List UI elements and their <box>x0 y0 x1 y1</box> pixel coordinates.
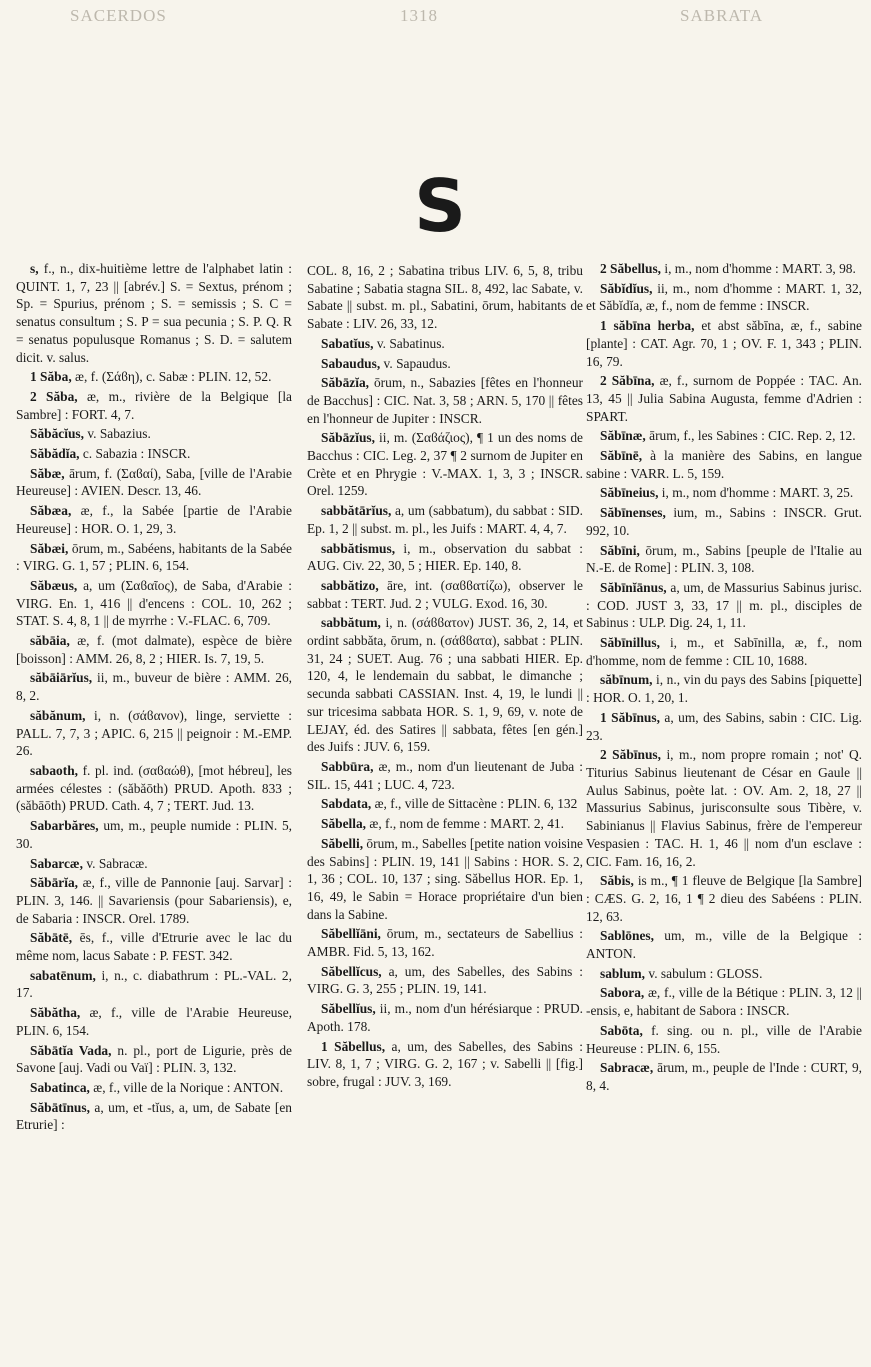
dictionary-entry <box>586 372 862 425</box>
entry-body: v. Sabazius. <box>87 426 151 442</box>
entry-headword: Sabaudus, <box>321 355 381 371</box>
dictionary-entry <box>307 758 583 793</box>
entry-body: a, um (Σαϐαῖος), de Saba, d'Arabie : VIRG. En. 1, 416 || d'encens : COL. 10, 262 ; STAT. S. 4, 8, 1 || de myrrhe : V.-FLAC. 6, 709. <box>16 577 292 629</box>
entry-headword: Sabōta, <box>600 1022 643 1038</box>
dictionary-entry <box>307 355 583 373</box>
dictionary-entry <box>586 671 862 706</box>
entry-headword: Săbellĭāni, <box>321 926 381 942</box>
entry-headword: Săbăcĭus, <box>30 426 84 442</box>
dictionary-entry <box>307 577 583 612</box>
entry-body: COL. 8, 16, 2 ; Sabatina tribus LIV. 6, 5, 8, tribu Sabatine ; Sabatia stagna SIL. 8, 492, lac Sabate, v. Sabate || subst. m. pl., Sabatini, ōrum, habitants de Sabate : LIV. 26, 33, 12. <box>307 263 583 332</box>
entry-headword: Săbāzĭa, <box>321 375 369 391</box>
entry-body: æ, f., la Sabée [partie de l'Arabie Heureuse] : HOR. O. 1, 29, 3. <box>16 503 292 536</box>
entry-body: ārum, f. (Σαϐαί), Saba, [ville de l'Arabie Heureuse] : AVIEN. Descr. 13, 46. <box>16 465 292 499</box>
entry-headword: Săbārĭa, <box>30 875 78 891</box>
entry-headword: sabbătismus, <box>321 540 396 556</box>
dictionary-entry <box>16 465 292 500</box>
entry-body: ōrum, n., Sabazies [fêtes en l'honneur de Bacchus] : CIC. Nat. 3, 58 ; ARN. 5, 170 || fêtes en l'honneur de Jupiter : INSCR. <box>307 375 583 426</box>
entry-headword: Săbæi, <box>30 540 69 556</box>
entry-body: ārum, m., peuple de l'Inde : CURT, 9, 8, 4. <box>586 1060 862 1093</box>
dictionary-entry <box>586 504 862 539</box>
entry-headword: Săbīnillus, <box>600 635 660 651</box>
dictionary-entry <box>307 502 583 537</box>
entry-headword: Săbīnē, <box>600 448 643 464</box>
dictionary-entry <box>307 335 583 353</box>
entry-body: c. Sabazia : INSCR. <box>82 446 191 462</box>
entry-headword: s, <box>30 261 39 276</box>
entry-body: æ, f., ville de la Norique : ANTON. <box>93 1079 284 1095</box>
dictionary-entry <box>586 484 862 502</box>
entry-body: æ, f., ville de Sittacène : PLIN. 6, 132 <box>374 796 578 812</box>
entry-body: ōrum, m., sectateurs de Sabellius : AMBR. Fid. 5, 13, 162. <box>307 926 583 960</box>
dictionary-entry <box>16 929 292 964</box>
entry-headword: sabatēnum, <box>30 967 96 983</box>
dictionary-entry <box>586 1022 862 1057</box>
dictionary-entry <box>307 815 583 833</box>
dictionary-entry <box>16 707 292 760</box>
dictionary-entry <box>307 1000 583 1035</box>
dictionary-entry <box>16 540 292 575</box>
entry-body: i, n., c. diabathrum : PL.-VAL. 2, 17. <box>16 967 292 1001</box>
section-letter: S <box>414 164 466 248</box>
entry-headword: Sabarcæ, <box>30 855 83 871</box>
entry-body: ōrum, m., Sabins [peuple de l'Italie au N.-E. de Rome] : PLIN. 3, 108. <box>586 542 862 576</box>
dictionary-entry <box>586 317 862 370</box>
entry-headword: sabaoth, <box>30 762 78 778</box>
dictionary-entry <box>16 1004 292 1039</box>
entry-headword: Săbīnenses, <box>600 505 666 521</box>
dictionary-entry <box>16 967 292 1002</box>
entry-body: a, um, des Sabelles, des Sabins : LIV. 8, 1, 7 ; VIRG. G. 2, 167 ; v. Sabelli || [fig.] sobre, frugal : JUV. 3, 169. <box>307 1038 583 1089</box>
entry-body: v. Sabatinus. <box>376 335 445 351</box>
bleed-through-left: SACERDOS <box>70 6 167 25</box>
entry-body: i, m., nom d'homme : MART. 3, 25. <box>661 485 854 501</box>
dictionary-entry <box>307 540 583 575</box>
entry-body: ārum, f., les Sabines : CIC. Rep. 2, 12. <box>649 428 856 444</box>
entry-body: i, n. (σάϐϐατον) JUST. 36, 2, 14, et ordint sabbăta, ōrum, n. (σάϐϐατα), sabbat : PLIN. 31, 24 ; SUET. Aug. 76 ; una sabbati HIER. Ep. 120, 4, le lendemain du sabbat, le dimanche ; secunda sabbati CASSIAN. Inst. 4, 19, le lundi || sur tricesima sabbata HOR. S. 1, 9, 69, v. note de LEJAY, éd. des Satires || sabbata, fêtes [en gén.] des Juifs : JUV. 6, 159. <box>307 615 583 755</box>
entry-body: æ, f. (Σάϐη), c. Sabæ : PLIN. 12, 52. <box>75 369 272 385</box>
entry-headword: Săbīneius, <box>600 485 659 501</box>
dictionary-entry <box>307 835 583 924</box>
entry-headword: Săbæus, <box>30 577 78 593</box>
dictionary-entry <box>586 260 862 278</box>
entry-body: um, m., ville de la Belgique : ANTON. <box>586 928 862 962</box>
entry-body: v. sabulum : GLOSS. <box>648 965 763 981</box>
dictionary-entry <box>307 963 583 998</box>
entry-body: is m., ¶ 1 fleuve de Belgique [la Sambre] : CÆS. G. 2, 16, 1 ¶ 2 dieu des Sabéens : PLIN. 12, 63. <box>586 873 862 924</box>
entry-body: v. Sabracæ. <box>86 855 148 871</box>
entry-headword: Săbīni, <box>600 542 640 558</box>
bleed-through-center: 1318 <box>400 6 438 25</box>
dictionary-entry <box>586 542 862 577</box>
entry-body: ii, m., buveur de bière : AMM. 26, 8, 2. <box>16 670 292 704</box>
entry-headword: Săbæa, <box>30 503 72 519</box>
entry-body: ōrum, m., Sabéens, habitants de la Sabée : VIRG. G. 1, 57 ; PLIN. 6, 154. <box>16 540 292 574</box>
dictionary-entry <box>586 965 862 983</box>
dictionary-entry <box>307 262 583 333</box>
column-3 <box>586 260 862 1097</box>
entry-body: æ, f., ville de l'Arabie Heureuse, PLIN. 6, 154. <box>16 1005 292 1038</box>
entry-body: i, m., nom d'homme : MART. 3, 98. <box>664 261 856 276</box>
entry-body: a, um, de Massurius Sabinus jurisc. : COD. JUST 3, 33, 17 || m. pl., disciples de Sabinus : ULP. Dig. 24, 1, 11. <box>586 579 862 631</box>
entry-headword: Sabracæ, <box>600 1060 654 1076</box>
dictionary-entry <box>586 280 862 315</box>
entry-body: v. Sapaudus. <box>383 355 451 371</box>
entry-headword: Săbella, <box>321 816 367 832</box>
dictionary-entry <box>16 762 292 815</box>
entry-body: f. pl. ind. (σαϐαώθ), [mot hébreu], les armées célestes : (săbăōth) PRUD. Apoth. 833 ; (săbāōth) PRUD. Cath. 4, 7 ; TERT. Jud. 13. <box>16 762 292 814</box>
dictionary-entry <box>16 817 292 852</box>
dictionary-entry <box>307 1038 583 1091</box>
entry-body: et abst săbīna, æ, f., sabine [plante] : CAT. Agr. 70, 1 ; OV. F. 1, 343 ; PLIN. 16, 79. <box>586 318 863 369</box>
entry-headword: 1 săbīna herba, <box>600 318 695 334</box>
entry-body: æ, m., nom d'un lieutenant de Juba : SIL. 15, 441 ; LUC. 4, 723. <box>307 758 583 792</box>
entry-headword: sabbătārĭus, <box>321 503 392 519</box>
entry-headword: Sabdata, <box>321 796 372 812</box>
entry-body: æ, m., rivière de la Belgique [la Sambre] : FORT. 4, 7. <box>16 388 292 422</box>
entry-headword: săbănum, <box>30 707 86 723</box>
entry-body: æ, f., ville de Pannonie [auj. Sarvar] : PLIN. 3, 146. || Savariensis (pour Sabariensis), e, de Sabaria : INSCR. Orel. 1789. <box>16 875 292 926</box>
entry-headword: Săbădĭa, <box>30 446 80 462</box>
entry-headword: 2 Săbīnus, <box>600 747 661 763</box>
dictionary-entry <box>307 925 583 960</box>
dictionary-entry <box>307 795 583 813</box>
dictionary-entry <box>307 614 583 756</box>
entry-headword: Sablōnes, <box>600 928 654 944</box>
entry-body: f., n., dix-huitième lettre de l'alphabet latin : QUINT. 1, 7, 23 || [abrév.] S. = Sextus, prénom ; Sp. = Spurius, prénom ; S. = semissis ; S. C = senatus consultum ; S. P = sua pecunia ; S. P. Q. R = senatus populusque Romanus ; S. D. = salutem dicit. v. salus. <box>16 261 292 365</box>
entry-headword: 1 Săba, <box>30 369 72 385</box>
entry-headword: sabbătum, <box>321 615 381 631</box>
dictionary-entry <box>586 634 862 669</box>
entry-headword: 2 Săbīna, <box>600 373 655 389</box>
dictionary-entry <box>16 388 292 423</box>
entry-body: āre, int. (σαϐϐατίζω), observer le sabbat : TERT. Jud. 2 ; VULG. Exod. 16, 30. <box>307 577 583 611</box>
entry-headword: Sabora, <box>600 985 645 1001</box>
dictionary-entry <box>586 709 862 744</box>
dictionary-entry <box>586 447 862 482</box>
entry-body: ōrum, m., Sabelles [petite nation voisine des Sabins] : PLIN. 19, 141 || Sabins : HOR. S. 2, 1, 36 ; COL. 10, 137 ; sing. Săbellus HOR. Ep. 1, 16, 49, le Sabin = Horace propriétaire d'un bien dans la Sabine. <box>307 835 583 922</box>
entry-headword: săbāiārĭus, <box>30 670 93 686</box>
entry-body: um, m., peuple numide : PLIN. 5, 30. <box>16 818 292 851</box>
entry-headword: Sabbūra, <box>321 758 374 774</box>
entry-body: æ, f. (mot dalmate), espèce de bière [boisson] : AMM. 26, 8, 2 ; HIER. Is. 7, 19, 5. <box>16 633 292 666</box>
dictionary-entry <box>16 1042 292 1077</box>
dictionary-entry <box>16 669 292 704</box>
dictionary-entry <box>16 260 292 366</box>
entry-body: a, um, et -tĭus, a, um, de Sabate [en Etrurie] : <box>16 1099 292 1133</box>
entry-headword: 2 Săba, <box>30 388 78 404</box>
bleed-through-right: SABRATA <box>680 6 764 25</box>
dictionary-entry <box>586 927 862 962</box>
dictionary-entry <box>586 872 862 925</box>
entry-headword: Săbătha, <box>30 1005 81 1021</box>
entry-headword: Săbātē, <box>30 930 73 946</box>
dictionary-entry <box>16 1099 292 1134</box>
entry-body: ii, m., nom d'homme : MART. 1, 32, et Săbĭdĭa, æ, f., nom de femme : INSCR. <box>586 280 862 314</box>
entry-headword: Săbæ, <box>30 465 65 481</box>
dictionary-entry <box>586 746 862 870</box>
entry-body: n. pl., port de Ligurie, près de Savone [auj. Vadi ou Vaï] : PLIN. 3, 132. <box>16 1042 292 1076</box>
entry-body: æ, f., ville de la Bétique : PLIN. 3, 12 || -ensis, e, habitant de Sabora : INSCR. <box>586 985 862 1019</box>
dictionary-entry <box>16 577 292 630</box>
dictionary-entry <box>586 579 862 632</box>
dictionary-entry <box>16 502 292 537</box>
entry-headword: Săbīnæ, <box>600 428 646 444</box>
entry-headword: sablum, <box>600 965 646 981</box>
dictionary-entry <box>16 445 292 463</box>
entry-body: i, m., nom propre romain ; not' Q. Titurius Sabinus lieutenant de César en Gaule || Aulus Sabinus, poète lat. : OV. Am. 2, 18, 27 || Massurius Sabinus, jurisconsulte sous Tibère, v. Sabinianus || Flavius Sabinus, frère de l'empereur Vespasien : TAC. H. 1, 46 || nom d'un esclave : CIC. Fam. 16, 16, 2. <box>586 747 862 869</box>
entry-body: i, m., observation du sabbat : AUG. Civ. 22, 30, 5 ; HIER. Ep. 140, 8. <box>307 540 583 574</box>
entry-headword: Săbāzĭus, <box>321 430 375 446</box>
entry-headword: Săbis, <box>600 873 634 889</box>
dictionary-entry <box>16 1079 292 1097</box>
entry-body: i, n. (σάϐανον), linge, serviette : PALL. 7, 7, 3 ; APIC. 6, 215 || peignoir : M.-EMP. 26. <box>16 707 292 759</box>
entry-headword: Săbĭdĭus, <box>600 280 653 296</box>
entry-body: ii, m. (Σαϐάζιος), ¶ 1 un des noms de Bacchus : CIC. Leg. 2, 37 ¶ 2 surnom de Jupiter en Crète et en Phrygie : V.-MAX. 1, 3, 3 ; INSCR. Orel. 1259. <box>307 430 583 499</box>
entry-headword: săbīnum, <box>600 672 653 688</box>
dictionary-entry <box>586 984 862 1019</box>
entry-headword: 1 Săbellus, <box>321 1038 386 1054</box>
entry-body: ii, m., nom d'un hérésiarque : PRUD. Apoth. 178. <box>307 1001 583 1034</box>
dictionary-entry <box>16 368 292 386</box>
entry-headword: Sabatinca, <box>30 1079 90 1095</box>
entry-body: f. sing. ou n. pl., ville de l'Arabie Heureuse : PLIN. 6, 155. <box>586 1022 862 1056</box>
entry-headword: sabbătizo, <box>321 577 379 593</box>
entry-headword: Sabarbăres, <box>30 818 99 834</box>
entry-body: a, um, des Sabelles, des Sabins : VIRG. G. 3, 255 ; PLIN. 19, 141. <box>307 963 583 997</box>
entry-headword: Săbelli, <box>321 835 364 851</box>
entry-headword: Sabatĭus, <box>321 335 374 351</box>
entry-body: æ, f., surnom de Poppée : TAC. An. 13, 45 || Julia Sabina Augusta, femme d'Adrien : SPART. <box>586 373 862 424</box>
entry-headword: Săbātĭa Vada, <box>30 1042 112 1058</box>
dictionary-entry <box>586 1059 862 1094</box>
dictionary-entry <box>586 427 862 445</box>
dictionary-entry <box>307 374 583 427</box>
entry-body: i, n., vin du pays des Sabins [piquette] : HOR. O. 1, 20, 1. <box>586 672 862 706</box>
dictionary-entry <box>16 855 292 873</box>
entry-headword: Săbīnĭānus, <box>600 579 667 595</box>
entry-body: ēs, f., ville d'Etrurie avec le lac du même nom, lacus Sabate : P. FEST. 342. <box>16 930 292 964</box>
dictionary-entry <box>307 429 583 500</box>
entry-headword: Săbātīnus, <box>30 1099 90 1115</box>
entry-body: æ, f., nom de femme : MART. 2, 41. <box>369 816 564 832</box>
column-1 <box>16 260 292 1136</box>
entry-headword: Săbellĭus, <box>321 1001 376 1017</box>
dictionary-entry <box>16 874 292 927</box>
entry-headword: 1 Săbīnus, <box>600 709 660 725</box>
entry-headword: săbāia, <box>30 633 70 649</box>
entry-body: a, um, des Sabins, sabin : CIC. Lig. 23. <box>586 709 862 743</box>
entry-body: a, um (sabbatum), du sabbat : SID. Ep. 1, 2 || subst. m. pl., les Juifs : MART. 4, 4, 7. <box>307 503 583 536</box>
dictionary-entry <box>16 632 292 667</box>
entry-body: i, m., et Sabīnilla, æ, f., nom d'homme, nom de femme : CIL 10, 1688. <box>586 635 862 668</box>
dictionary-entry <box>16 425 292 443</box>
entry-body: à la manière des Sabins, en langue sabine : VARR. L. 5, 159. <box>586 448 862 481</box>
entry-body: ium, m., Sabins : INSCR. Grut. 992, 10. <box>586 505 862 538</box>
entry-headword: Săbellĭcus, <box>321 963 382 979</box>
entry-headword: 2 Săbellus, <box>600 261 662 276</box>
column-2 <box>307 262 583 1093</box>
